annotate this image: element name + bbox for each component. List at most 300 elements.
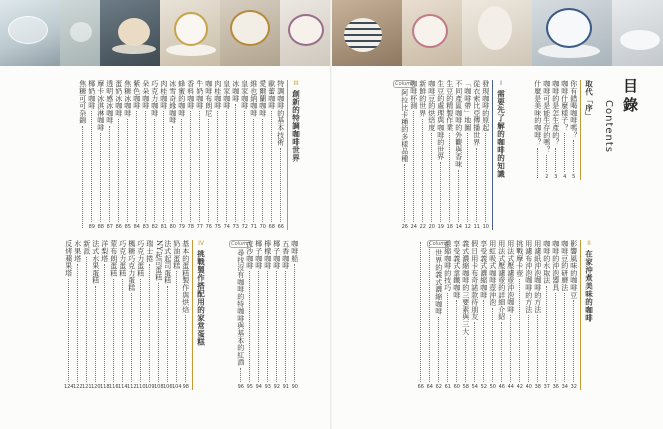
leader-dots <box>501 322 502 382</box>
toc-entry-title: 新派 <box>82 240 91 255</box>
toc-entry[interactable] <box>173 240 182 390</box>
section-number: III <box>293 80 299 87</box>
toc-page-number: 50 <box>489 384 496 390</box>
toc-entry-title: 朵朵咖啡 <box>141 80 150 110</box>
toc-entry-title: 肉桂咖啡 <box>213 80 222 110</box>
toc-entry-title: 楓糖巧克力蛋糕 <box>127 240 136 292</box>
toc-page-number: 84 <box>133 224 140 230</box>
toc-entry[interactable] <box>268 80 277 230</box>
toc-page-number: 4 <box>563 174 567 180</box>
leader-dots <box>258 271 259 382</box>
section-number: II <box>587 240 591 247</box>
toc-entry-title: 歐蕾咖啡 <box>267 80 276 110</box>
leader-dots <box>429 242 430 382</box>
toc-entry[interactable] <box>543 80 552 180</box>
toc-entry[interactable] <box>79 80 88 230</box>
toc-entry[interactable] <box>471 240 480 390</box>
toc-page-number: 66 <box>417 384 424 390</box>
toc-page-number: 2 <box>545 174 549 180</box>
leader-dots <box>573 300 574 382</box>
leader-dots <box>483 300 484 382</box>
leader-dots <box>438 317 439 382</box>
toc-entry[interactable] <box>196 80 205 230</box>
leader-dots <box>145 111 146 222</box>
leader-dots <box>280 148 281 222</box>
toc-entry[interactable] <box>137 240 146 390</box>
toc-entry[interactable] <box>151 80 160 230</box>
leader-dots <box>546 286 547 382</box>
left-photo-strip <box>0 0 331 66</box>
toc-entry[interactable] <box>453 240 462 390</box>
toc-entry-title: 生豆的精製作業 <box>445 80 454 132</box>
toc-entry[interactable] <box>419 80 428 230</box>
toc-entry[interactable] <box>455 80 464 230</box>
toc-entry-title: 用法式壓濾壺的詳細介紹 <box>497 240 506 321</box>
toc-entry[interactable] <box>246 240 255 390</box>
toc-page-number: 120 <box>90 384 101 390</box>
toc-entry-title: 用法式壓濾壺沖泡咖啡 <box>506 240 515 313</box>
toc-page-number: 92 <box>273 384 280 390</box>
toc-page-number: 122 <box>72 384 83 390</box>
toc-entry-title: 皇家咖啡 <box>240 80 249 110</box>
toc-entry-title: 咖啡布朗尼 <box>204 80 213 117</box>
toc-entry[interactable] <box>250 80 259 230</box>
toc-page-number: 79 <box>178 224 185 230</box>
section-header <box>290 80 302 162</box>
toc-page-number: 54 <box>471 384 478 390</box>
toc-entry[interactable] <box>464 80 473 230</box>
toc-entry-title: 椰子咖啡 <box>254 240 263 270</box>
toc-page-number: 42 <box>516 384 523 390</box>
leader-dots <box>82 126 83 228</box>
leader-dots <box>546 155 547 172</box>
leader-dots <box>163 111 164 222</box>
toc-entry[interactable] <box>570 240 579 390</box>
leader-dots <box>294 264 295 382</box>
toc-entry[interactable] <box>264 240 273 390</box>
leader-dots <box>100 133 101 222</box>
leader-dots <box>68 279 69 383</box>
toc-entry-title: 義式濃縮咖啡的三要素與三大 <box>461 240 470 335</box>
toc-page-number: 82 <box>151 224 158 230</box>
toc-entry-title: 基本的蛋糕製作與烘焙 <box>181 240 190 313</box>
toc-page-number: 46 <box>498 384 505 390</box>
leader-dots <box>555 293 556 382</box>
toc-entry[interactable] <box>543 240 552 390</box>
toc-entry[interactable] <box>534 240 543 390</box>
toc-page-number: 64 <box>426 384 433 390</box>
toc-page-number: 91 <box>282 384 289 390</box>
toc-page-number: 85 <box>124 224 131 230</box>
section-header <box>495 80 507 178</box>
toc-entry[interactable] <box>462 240 471 390</box>
toc-page-number: 88 <box>97 224 104 230</box>
toc-entry-title: 享受義式拿鐵咖啡 <box>452 240 461 299</box>
leader-dots <box>190 111 191 222</box>
leader-dots <box>537 148 538 178</box>
toc-page-number: 75 <box>214 224 221 230</box>
leader-dots <box>199 111 200 222</box>
toc-page-number: 22 <box>419 224 426 230</box>
toc-entry-title: 用濾紙沖泡咖啡的方法 <box>533 240 542 313</box>
leader-dots <box>136 111 137 222</box>
toc-entry[interactable] <box>570 80 579 180</box>
toc-entry[interactable] <box>552 80 561 180</box>
leader-dots <box>118 119 119 223</box>
toc-entry-title: 反烤蘋果塔 <box>64 240 73 277</box>
leader-dots <box>467 133 468 222</box>
toc-entry[interactable] <box>92 240 101 390</box>
toc-entry-title: 假日用卡布奇諾款待朋友 <box>470 240 479 321</box>
toc-entry[interactable] <box>187 80 196 230</box>
toc-entry[interactable] <box>124 80 133 230</box>
leader-dots <box>267 271 268 382</box>
toc-entry[interactable] <box>101 240 110 390</box>
leader-dots <box>176 271 177 382</box>
toc-page-number: 19 <box>437 224 444 230</box>
toc-entry-title: 什麼是美味的咖啡？ <box>533 80 542 146</box>
toc-page-number: 78 <box>187 224 194 230</box>
toc-page-number: 76 <box>205 224 212 230</box>
right-photo-strip <box>332 0 663 66</box>
toc-page-number: 18 <box>446 224 453 230</box>
leader-dots <box>167 286 168 382</box>
toc-entry[interactable] <box>155 240 164 390</box>
toc-entry-title: 流沙咖啡 <box>245 240 254 270</box>
toc-entry[interactable] <box>74 240 83 390</box>
toc-page-number: 72 <box>241 224 248 230</box>
leader-dots <box>465 337 466 382</box>
toc-entry[interactable] <box>561 240 570 390</box>
leader-dots <box>537 315 538 382</box>
leader-dots <box>140 279 141 383</box>
toc-entry[interactable] <box>525 240 534 390</box>
leader-dots <box>185 315 186 382</box>
toc-entry-title: 維也納咖啡 <box>249 80 258 117</box>
toc-page-number: 116 <box>108 384 119 390</box>
toc-entry-title: 法式起司蛋糕 <box>163 240 172 284</box>
leader-dots <box>262 119 263 223</box>
toc-entry[interactable] <box>446 80 455 230</box>
toc-entry[interactable] <box>426 240 435 390</box>
toc-entry-title: 不同產區咖啡的外觀與香味 <box>454 80 463 168</box>
toc-entry[interactable] <box>428 80 437 230</box>
toc-page-number: 52 <box>480 384 487 390</box>
leader-dots <box>492 308 493 382</box>
leader-dots <box>158 283 159 382</box>
toc-entry-title: 尋找沒有咖啡的特咖啡與基本的紅酒 <box>236 249 245 366</box>
toc-entry[interactable] <box>164 240 173 390</box>
toc-entry[interactable] <box>106 80 115 230</box>
toc-entry[interactable] <box>88 80 97 230</box>
leader-dots <box>573 140 574 172</box>
toc-page-number: 36 <box>552 384 559 390</box>
leader-dots <box>476 148 477 222</box>
toc-entry[interactable] <box>552 240 561 390</box>
toc-entry-title: 香料咖啡 <box>186 80 195 110</box>
toc-entry[interactable] <box>182 240 191 390</box>
leader-dots <box>285 271 286 382</box>
section-bar <box>580 80 581 180</box>
leader-dots <box>217 111 218 222</box>
toc-entry[interactable] <box>160 80 169 230</box>
toc-entry-title: 洋梨塔 <box>100 240 109 262</box>
toc-page-number: 60 <box>453 384 460 390</box>
toc-page-number: 61 <box>444 384 451 390</box>
leader-dots <box>555 148 556 172</box>
leader-dots <box>109 126 110 222</box>
leader-dots <box>240 368 241 382</box>
leader-dots <box>276 271 277 382</box>
toc-page-number: 38 <box>534 384 541 390</box>
toc-entry[interactable] <box>473 80 482 230</box>
toc-page-number: 121 <box>81 384 92 390</box>
toc-entry[interactable] <box>282 240 291 390</box>
toc-page-number: 86 <box>115 224 122 230</box>
toc-entry-title: 咖啡豆的研磨法 <box>560 240 569 292</box>
toc-page-number: 24 <box>410 224 417 230</box>
toc-entry-title: 咖啡杯測 <box>409 80 418 110</box>
section-number: I <box>500 80 502 87</box>
toc-page-number: 37 <box>543 384 550 390</box>
toc-page-number: 83 <box>142 224 149 230</box>
toc-page-number: 10 <box>482 224 489 230</box>
toc-entry[interactable] <box>83 240 92 390</box>
toc-page-number: 14 <box>455 224 462 230</box>
toc-entry-title: 椰奶咖啡 <box>87 80 96 110</box>
leader-dots <box>127 119 128 223</box>
contents-title: 目錄 <box>621 78 639 116</box>
toc-entry[interactable] <box>273 240 282 390</box>
toc-entry-title: 蜂蜜的咖啡 <box>177 80 186 117</box>
toc-entry-title: 用濾布沖泡咖啡的方法 <box>524 240 533 313</box>
toc-entry[interactable] <box>232 80 241 230</box>
toc-page-number: 40 <box>525 384 532 390</box>
toc-page-number: 20 <box>428 224 435 230</box>
toc-page-number: 74 <box>223 224 230 230</box>
leader-dots <box>564 133 565 172</box>
toc-entry[interactable] <box>133 80 142 230</box>
leader-dots <box>95 286 96 382</box>
toc-entry-title: 世界的義式濃縮咖啡 <box>434 249 443 315</box>
toc-page-number: 62 <box>435 384 442 390</box>
toc-entry-title: 用虹吸式咖啡壺沖泡 <box>488 240 497 306</box>
leader-dots <box>449 133 450 222</box>
toc-page-number: 108 <box>153 384 164 390</box>
leader-dots <box>420 242 421 382</box>
leader-dots <box>422 119 423 223</box>
leader-dots <box>86 257 87 382</box>
column-tag: Column <box>395 81 415 87</box>
leader-dots <box>208 119 209 223</box>
leader-dots <box>404 164 405 222</box>
leader-dots <box>91 111 92 222</box>
section-title[interactable]: 挑戰製作搭配用的家常蛋糕 <box>196 250 206 346</box>
toc-entry[interactable] <box>169 80 178 230</box>
toc-entry[interactable] <box>516 240 525 390</box>
toc-entry[interactable] <box>498 240 507 390</box>
toc-page-number: 96 <box>237 384 244 390</box>
toc-entry[interactable] <box>410 80 419 230</box>
section-title[interactable]: 取代「序」 <box>584 80 594 120</box>
toc-entry[interactable] <box>437 80 446 230</box>
leader-dots <box>440 162 441 222</box>
toc-entry[interactable] <box>65 240 74 390</box>
leader-dots <box>77 264 78 382</box>
toc-page-number: 95 <box>246 384 253 390</box>
toc-entry-title: 蛋奶冰咖啡 <box>114 80 123 117</box>
section-title[interactable]: 需要先了解的咖啡的知識 <box>496 90 506 178</box>
toc-entry-title: 生豆的處理與咖啡的世界 <box>436 80 445 161</box>
leader-dots <box>431 133 432 222</box>
toc-entry-title: 紫色咖啡 <box>132 80 141 110</box>
leader-dots <box>113 279 114 383</box>
toc-entry[interactable] <box>259 80 268 230</box>
leader-dots <box>456 300 457 382</box>
toc-entry-title: 瑞士捲 <box>145 240 154 262</box>
toc-page-number: 109 <box>144 384 155 390</box>
toc-page-number: 71 <box>250 224 257 230</box>
leader-dots <box>104 264 105 382</box>
toc-page-number: 44 <box>507 384 514 390</box>
toc-entry[interactable] <box>417 240 426 390</box>
toc-entry-title: 五香咖啡 <box>281 240 290 270</box>
toc-entry[interactable] <box>480 240 489 390</box>
toc-entry-title: 咖啡的沖泡器具 <box>551 240 560 292</box>
toc-entry-title: 肉桂咖啡 <box>159 80 168 110</box>
toc-page-number: 77 <box>196 224 203 230</box>
leader-dots <box>528 315 529 382</box>
leader-dots <box>474 322 475 382</box>
leader-dots <box>249 271 250 382</box>
toc-page-number: 26 <box>401 224 408 230</box>
toc-entry[interactable] <box>115 80 124 230</box>
toc-page-number: 81 <box>160 224 167 230</box>
toc-entry-title: 挑戰摩卡壺 <box>515 240 524 277</box>
toc-entry-title: 法式水果蛋糕 <box>91 240 100 284</box>
leader-dots <box>485 133 486 222</box>
toc-page-number: 114 <box>117 384 128 390</box>
leader-dots <box>271 111 272 222</box>
toc-entry-title: 咖啡可是能生存的嗎？ <box>542 80 551 153</box>
leader-dots <box>413 111 414 222</box>
section-title[interactable]: 在家沖煮美味的咖啡 <box>584 250 594 322</box>
leader-dots <box>181 119 182 223</box>
toc-entry-title: 巧克力蛋糕 <box>136 240 145 277</box>
toc-entry-title: 椰子咖啡 <box>272 240 281 270</box>
section-header <box>583 80 595 120</box>
toc-entry[interactable] <box>482 80 491 230</box>
contents-subtitle: Contents <box>603 100 614 153</box>
leader-dots <box>564 293 565 382</box>
leader-dots <box>149 264 150 382</box>
toc-entry[interactable] <box>110 240 119 390</box>
toc-entry-title: 發現咖啡的原起 <box>481 80 490 132</box>
toc-page-number: 34 <box>561 384 568 390</box>
leader-dots <box>447 293 448 382</box>
toc-entry-title: 享受義式濃縮咖啡 <box>479 240 488 299</box>
toc-entry-title: 奶油蛋糕 <box>172 240 181 270</box>
toc-entry[interactable] <box>291 240 300 390</box>
toc-entry-title: 特調咖啡的基本技術 <box>276 80 285 146</box>
toc-page-number: 70 <box>259 224 266 230</box>
toc-page-number: 94 <box>255 384 262 390</box>
toc-entry[interactable] <box>223 80 232 230</box>
toc-page-number: 80 <box>169 224 176 230</box>
column-tag: Column <box>231 241 251 247</box>
section-header <box>195 240 207 346</box>
leader-dots <box>172 126 173 222</box>
toc-page-number: 110 <box>135 384 146 390</box>
toc-entry[interactable] <box>489 240 498 390</box>
toc-entry-title: 「咖啡帶」地圖 <box>463 80 472 132</box>
toc-entry-title: 牛奶咖啡 <box>195 80 204 110</box>
toc-entry-title: 冰咖啡 <box>231 80 240 102</box>
section-bar <box>192 240 193 390</box>
toc-page-number: 11 <box>473 224 480 230</box>
toc-entry-title: 蒙布朗蛋糕 <box>109 240 118 277</box>
toc-entry[interactable] <box>534 80 543 180</box>
leader-dots <box>244 111 245 222</box>
toc-entry-title: 巧克力咖啡 <box>150 80 159 117</box>
section-header <box>583 240 595 322</box>
toc-entry[interactable] <box>119 240 128 390</box>
toc-entry-title: 巧克力蛋糕 <box>118 240 127 277</box>
toc-entry[interactable] <box>444 240 453 390</box>
toc-entry[interactable] <box>205 80 214 230</box>
leader-dots <box>253 119 254 223</box>
toc-page-number: 124 <box>63 384 74 390</box>
toc-entry[interactable] <box>178 80 187 230</box>
toc-entry[interactable] <box>507 240 516 390</box>
toc-entry[interactable] <box>561 80 570 180</box>
toc-entry[interactable] <box>97 80 106 230</box>
toc-entry[interactable] <box>142 80 151 230</box>
leader-dots <box>458 170 459 222</box>
toc-entry[interactable] <box>255 240 264 390</box>
toc-entry-title: 透明感冰咖啡 <box>105 80 114 124</box>
leader-dots <box>122 279 123 383</box>
toc-entry-title: 咖啡的水取法 <box>542 240 551 284</box>
toc-entry[interactable] <box>146 240 155 390</box>
toc-entry-title: 愛爾蘭咖啡 <box>258 80 267 117</box>
toc-page-number: 32 <box>570 384 577 390</box>
leader-dots <box>235 104 236 222</box>
section-bar <box>492 80 493 230</box>
toc-entry[interactable] <box>277 80 286 230</box>
toc-entry-title: 水果塔 <box>73 240 82 262</box>
section-title[interactable]: 創新的特調咖啡世界 <box>291 90 301 162</box>
column-tag: Column <box>429 241 449 247</box>
section-bar <box>580 240 581 390</box>
toc-entry[interactable] <box>214 80 223 230</box>
toc-page-number: 118 <box>99 384 110 390</box>
toc-entry-title: 摩卡冰淇淋咖啡 <box>96 80 105 132</box>
toc-entry-title: 冰雪奇緣咖啡 <box>168 80 177 124</box>
toc-entry[interactable] <box>128 240 137 390</box>
toc-entry-title: 咖啡的是怎生產的？ <box>551 80 560 146</box>
toc-entry-title: 你有錯喝咖啡嗎？ <box>569 80 578 139</box>
toc-page-number: 93 <box>264 384 271 390</box>
toc-page-number: 58 <box>462 384 469 390</box>
toc-page-number: 3 <box>554 174 558 180</box>
toc-page-number: 68 <box>268 224 275 230</box>
toc-entry[interactable] <box>241 80 250 230</box>
toc-entry-title: 咖啡豆的烘焙度 <box>427 80 436 132</box>
toc-page-number: 73 <box>232 224 239 230</box>
toc-entry-title: NY起司蛋糕 <box>154 240 163 281</box>
leader-dots <box>226 111 227 222</box>
